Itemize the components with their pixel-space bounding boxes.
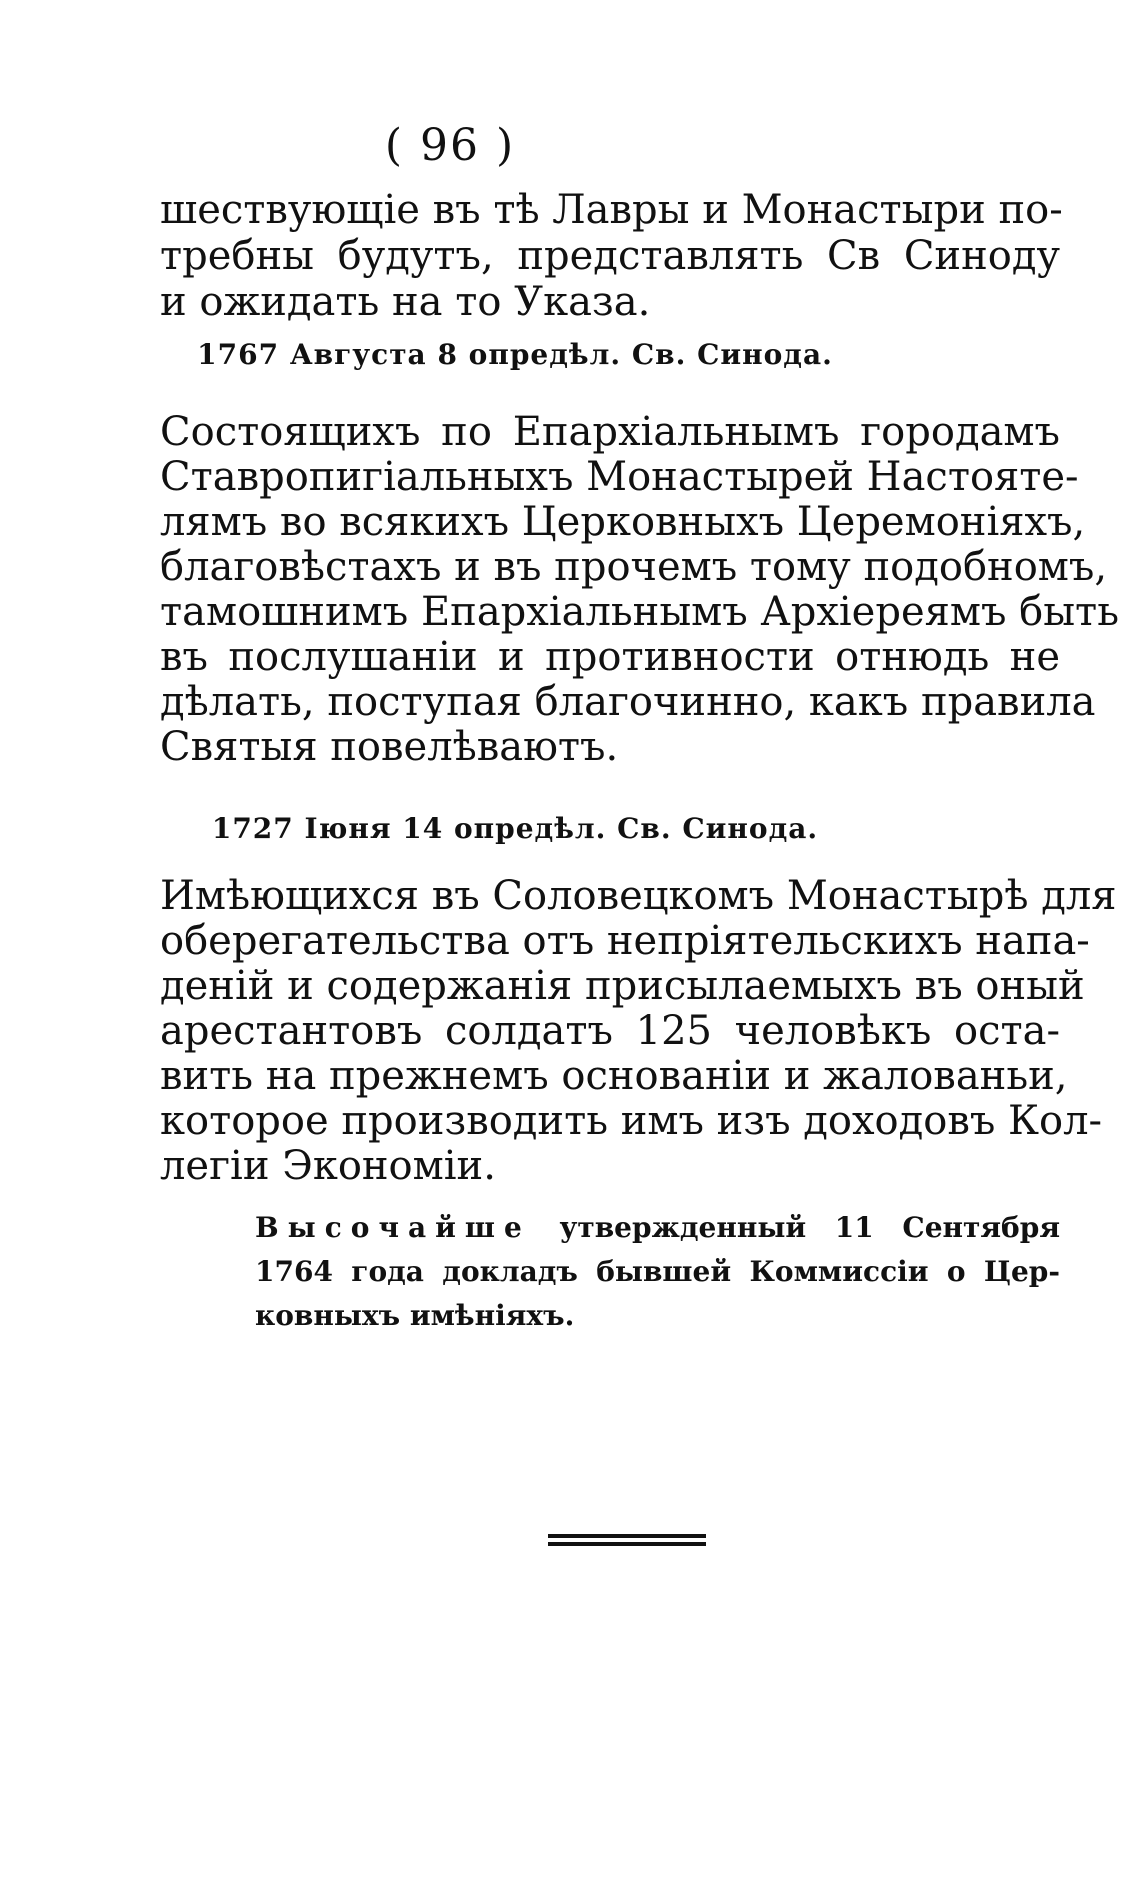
note-line: ковныхъ имѣніяхъ. [255,1299,575,1332]
text-line: деній и содержанія присылаемыхъ въ оный [160,963,1085,1009]
text-line: которое производить имъ изъ доходовъ Кол- [160,1098,1102,1144]
note-line [255,1208,1060,1248]
text-line: благовѣстахъ и въ прочемъ тому подобномъ, [160,544,1108,590]
note-line-rest: утвержденный 11 Сентября [559,1211,1061,1244]
text-line: шествующіе въ тѣ Лавры и Монастыри по- [160,187,1063,233]
text-line: и ожидать на то Указа. [160,279,651,325]
text-line: Имѣющихся въ Соловецкомъ Монастырѣ для [160,873,1117,919]
double-rule-bottom [548,1542,706,1546]
text-line: легіи Экономіи. [160,1143,496,1189]
note-spaced-word: Высочайше [255,1211,531,1244]
text-line: въ послушаніи и противности отнюдь не [160,634,1060,680]
text-line: тамошнимъ Епархіальнымъ Архіереямъ быть [160,589,1119,635]
text-line: дѣлать, поступая благочинно, какъ правила [160,679,1096,725]
text-line: требны будутъ, представлять Св Синоду [160,233,1060,279]
text-line: Ставропигіальныхъ Монастырей Настояте- [160,454,1079,500]
decree-heading-1767: 1767 Августа 8 опредѣл. Св. Синода. [197,338,833,371]
page-number: ( 96 ) [384,120,516,171]
text-line: Святыя повелѣваютъ. [160,724,619,770]
text-line: оберегательства отъ непріятельскихъ напа- [160,918,1090,964]
text-line: Состоящихъ по Епархіальнымъ городамъ [160,409,1060,455]
note-line: 1764 года докладъ бывшей Коммиссіи о Цер- [255,1255,1060,1288]
decree-heading-1727: 1727 Іюня 14 опредѣл. Св. Синода. [211,812,819,845]
text-line: вить на прежнемъ основаніи и жалованьи, [160,1053,1068,1099]
text-line: лямъ во всякихъ Церковныхъ Церемоніяхъ, [160,499,1086,545]
double-rule-top [548,1534,706,1538]
text-line: арестантовъ солдатъ 125 человѣкъ оста- [160,1008,1060,1054]
